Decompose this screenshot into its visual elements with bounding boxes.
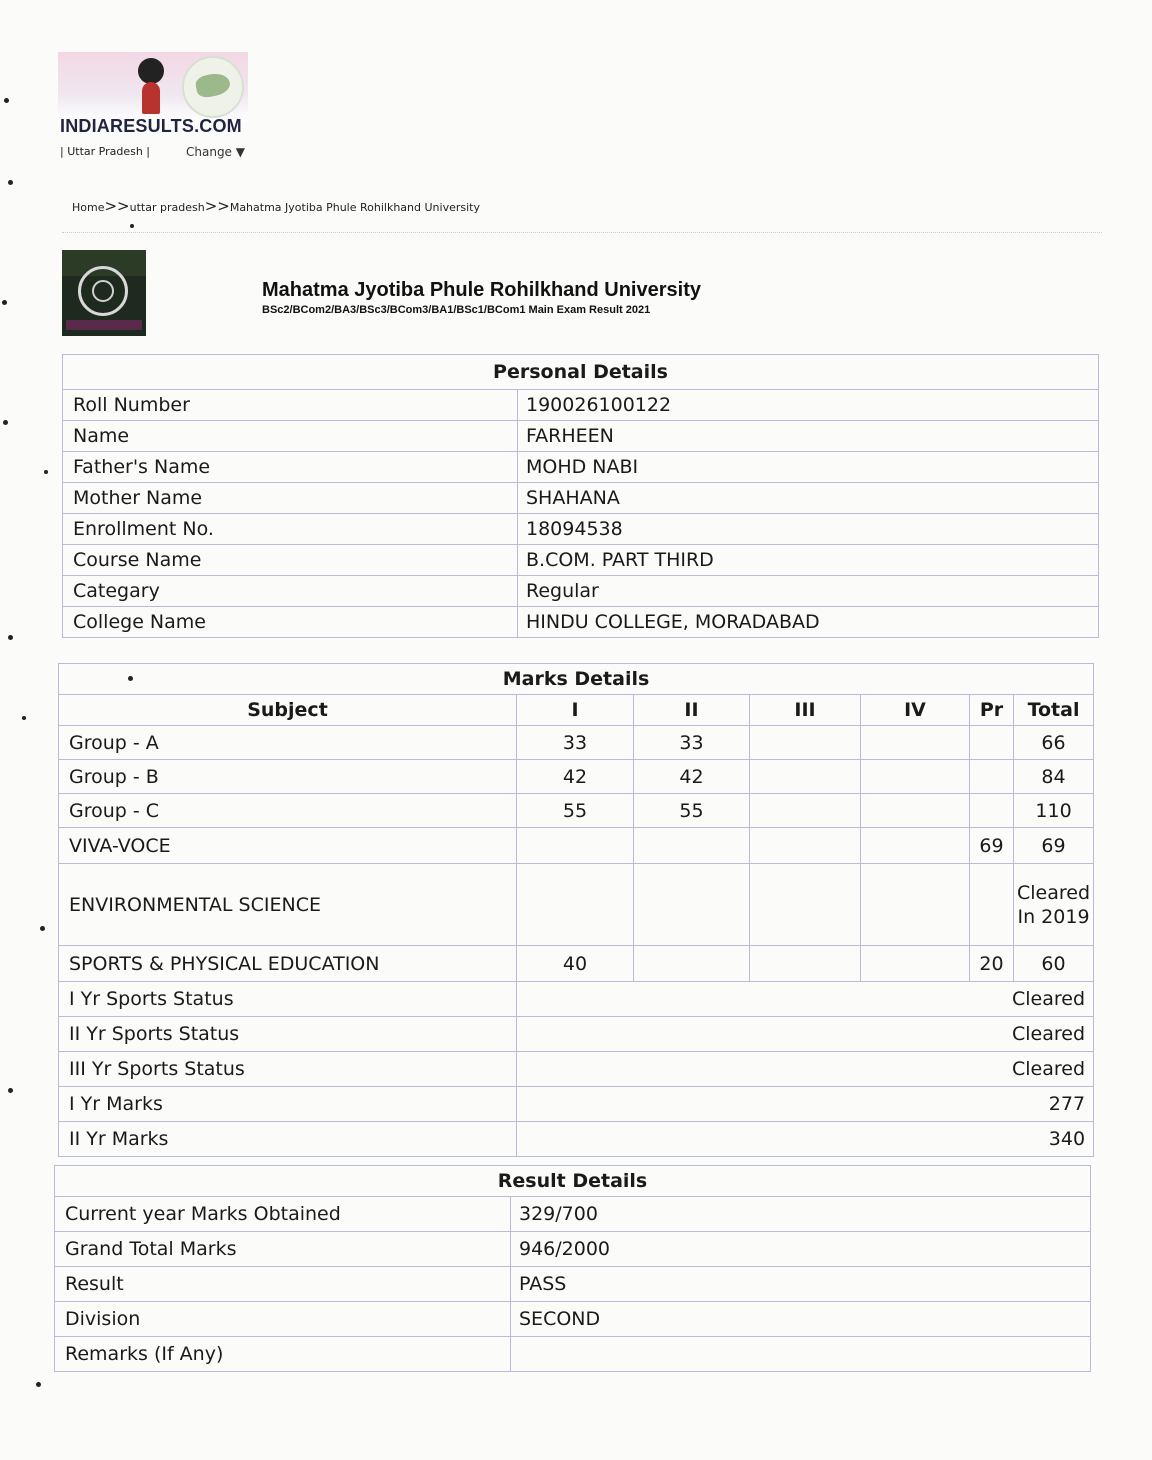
status-value: Cleared (517, 1017, 1094, 1052)
state-map-icon (182, 56, 244, 118)
field-value: PASS (511, 1267, 1091, 1302)
table-row (55, 1302, 1091, 1337)
marks-cell (750, 864, 861, 946)
person-icon (138, 58, 164, 84)
table-row (63, 607, 1099, 638)
field-value: MOHD NABI (518, 452, 1099, 483)
status-value: 340 (517, 1122, 1094, 1157)
subject-name: Group - C (59, 794, 517, 828)
breadcrumb (72, 197, 480, 215)
field-label: Mother Name (63, 483, 518, 514)
table-row (55, 1267, 1091, 1302)
field-label: Name (63, 421, 518, 452)
field-label: Course Name (63, 545, 518, 576)
marks-cell (634, 828, 750, 864)
logo-text: INDIARESULTS.COM (60, 116, 242, 136)
table-row (59, 828, 1094, 864)
table-row (59, 864, 1094, 946)
table-row (59, 726, 1094, 760)
subject-name: Group - B (59, 760, 517, 794)
marks-cell (970, 794, 1014, 828)
table-row (59, 794, 1094, 828)
change-state-link[interactable]: Change ▼ (186, 145, 245, 159)
field-label: Remarks (If Any) (55, 1337, 511, 1372)
column-header: IV (861, 695, 970, 726)
table-row (59, 760, 1094, 794)
breadcrumb-separator: >> (204, 197, 230, 215)
table-row (59, 1017, 1094, 1052)
marks-cell (861, 760, 970, 794)
field-label: College Name (63, 607, 518, 638)
total-cell: 69 (1014, 828, 1094, 864)
current-state-label: | Uttar Pradesh | (60, 145, 150, 158)
field-value (511, 1337, 1091, 1372)
table-header-row (59, 695, 1094, 726)
marks-cell (970, 760, 1014, 794)
marks-cell (517, 864, 634, 946)
marks-cell: 55 (517, 794, 634, 828)
field-value: 329/700 (511, 1197, 1091, 1232)
marks-cell: 55 (634, 794, 750, 828)
marks-cell: 42 (634, 760, 750, 794)
university-title: Mahatma Jyotiba Phule Rohilkhand University (262, 279, 701, 301)
marks-cell (634, 946, 750, 982)
table-row (63, 390, 1099, 421)
column-header: Total (1014, 695, 1094, 726)
breadcrumb-separator: >> (104, 197, 130, 215)
field-label: Grand Total Marks (55, 1232, 511, 1267)
table-row (55, 1197, 1091, 1232)
marks-cell: 40 (517, 946, 634, 982)
field-value: Regular (518, 576, 1099, 607)
personal-details-heading: Personal Details (63, 355, 1099, 390)
marks-cell (517, 828, 634, 864)
field-label: Roll Number (63, 390, 518, 421)
table-row (63, 576, 1099, 607)
field-value: SHAHANA (518, 483, 1099, 514)
marks-cell (861, 726, 970, 760)
site-logo[interactable] (58, 52, 248, 162)
column-header: II (634, 695, 750, 726)
breadcrumb-state-link[interactable]: uttar pradesh (129, 201, 205, 214)
status-label: I Yr Sports Status (59, 982, 517, 1017)
field-value: 946/2000 (511, 1232, 1091, 1267)
status-label: I Yr Marks (59, 1087, 517, 1122)
marks-cell: 20 (970, 946, 1014, 982)
field-label: Father's Name (63, 452, 518, 483)
subject-name: ENVIRONMENTAL SCIENCE (59, 864, 517, 946)
result-details-table (54, 1165, 1091, 1372)
person-body-icon (142, 82, 160, 114)
status-value: Cleared (517, 1052, 1094, 1087)
status-value: 277 (517, 1087, 1094, 1122)
university-emblem (62, 250, 146, 336)
marks-cell (750, 760, 861, 794)
marks-cell: 33 (517, 726, 634, 760)
table-row (63, 545, 1099, 576)
total-cell: 110 (1014, 794, 1094, 828)
column-header: III (750, 695, 861, 726)
marks-cell: 69 (970, 828, 1014, 864)
field-label: Current year Marks Obtained (55, 1197, 511, 1232)
field-label: Enrollment No. (63, 514, 518, 545)
subject-name: SPORTS & PHYSICAL EDUCATION (59, 946, 517, 982)
table-row (63, 483, 1099, 514)
field-value: HINDU COLLEGE, MORADABAD (518, 607, 1099, 638)
marks-details-heading: Marks Details (59, 664, 1094, 695)
field-label: Result (55, 1267, 511, 1302)
marks-cell: 33 (634, 726, 750, 760)
total-cell: 60 (1014, 946, 1094, 982)
field-value: FARHEEN (518, 421, 1099, 452)
table-row (55, 1232, 1091, 1267)
table-row (59, 982, 1094, 1017)
marks-cell: 42 (517, 760, 634, 794)
total-cell: 84 (1014, 760, 1094, 794)
marks-cell (861, 794, 970, 828)
total-cell: Cleared In 2019 (1014, 864, 1094, 946)
subject-name: VIVA-VOCE (59, 828, 517, 864)
subject-name: Group - A (59, 726, 517, 760)
table-row (63, 514, 1099, 545)
field-value: 190026100122 (518, 390, 1099, 421)
table-row (63, 421, 1099, 452)
table-row (59, 1122, 1094, 1157)
status-value: Cleared (517, 982, 1094, 1017)
marks-cell (861, 946, 970, 982)
status-label: III Yr Sports Status (59, 1052, 517, 1087)
table-row (59, 946, 1094, 982)
result-details-heading: Result Details (55, 1166, 1091, 1197)
marks-cell (634, 864, 750, 946)
marks-cell (861, 864, 970, 946)
marks-cell (970, 864, 1014, 946)
status-label: II Yr Marks (59, 1122, 517, 1157)
breadcrumb-university-link[interactable]: Mahatma Jyotiba Phule Rohilkhand University (229, 201, 480, 214)
personal-details-table (62, 354, 1099, 638)
column-header: Pr (970, 695, 1014, 726)
table-row (55, 1337, 1091, 1372)
field-value: B.COM. PART THIRD (518, 545, 1099, 576)
total-cell: 66 (1014, 726, 1094, 760)
marks-cell (750, 946, 861, 982)
exam-subtitle: BSc2/BCom2/BA3/BSc3/BCom3/BA1/BSc1/BCom1 Main Exam Result 2021 (262, 304, 651, 316)
field-label: Categary (63, 576, 518, 607)
field-value: SECOND (511, 1302, 1091, 1337)
breadcrumb-divider (62, 232, 1102, 233)
column-header: I (517, 695, 634, 726)
breadcrumb-home-link[interactable]: Home (72, 201, 105, 214)
status-label: II Yr Sports Status (59, 1017, 517, 1052)
table-row (59, 1052, 1094, 1087)
marks-cell (750, 794, 861, 828)
table-row (63, 452, 1099, 483)
column-header: Subject (59, 695, 517, 726)
marks-cell (750, 726, 861, 760)
field-value: 18094538 (518, 514, 1099, 545)
table-row (59, 1087, 1094, 1122)
marks-cell (970, 726, 1014, 760)
marks-details-table (58, 663, 1094, 1157)
marks-cell (861, 828, 970, 864)
marks-cell (750, 828, 861, 864)
field-label: Division (55, 1302, 511, 1337)
